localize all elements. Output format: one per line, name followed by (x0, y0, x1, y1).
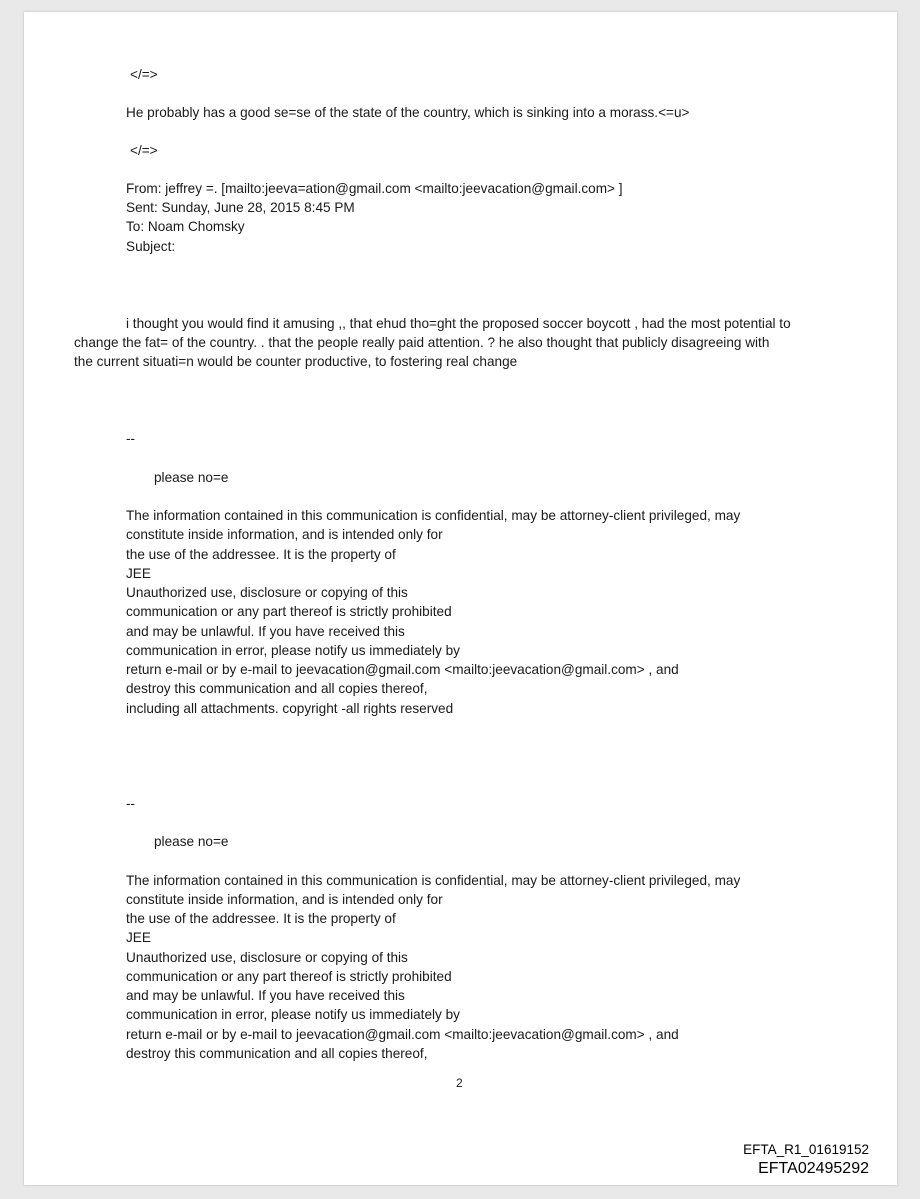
bates-stamp-secondary: EFTA02495292 (758, 1160, 869, 1177)
marker-line: </=> (130, 143, 158, 158)
disclaimer-line: and may be unlawful. If you have received this (126, 624, 405, 639)
header-subject: Subject: (126, 239, 176, 254)
disclaimer-line: and may be unlawful. If you have received this (126, 988, 405, 1003)
signature-dash: -- (126, 796, 136, 811)
disclaimer-line: constitute inside information, and is intended only for (126, 892, 443, 907)
disclaimer-line: the use of the addressee. It is the property of (126, 911, 396, 926)
body-line: the current situati=n would be counter productive, to fostering real change (74, 354, 518, 369)
bates-stamp-primary: EFTA_R1_01619152 (743, 1142, 869, 1157)
disclaimer-line: the use of the addressee. It is the property of (126, 547, 396, 562)
disclaimer-line: return e-mail or by e-mail to jeevacation@gmail.com <mailto:jeevacation@gmail.com> , and (126, 1027, 679, 1042)
disclaimer-line: Unauthorized use, disclosure or copying of this (126, 585, 408, 600)
disclaimer-line: destroy this communication and all copies thereof, (126, 1046, 428, 1061)
page-number: 2 (456, 1076, 463, 1090)
disclaimer-line: JEE (126, 566, 151, 581)
marker-line: </=> (130, 67, 158, 82)
body-line: He probably has a good se=se of the state of the country, which is sinking into a morass.<=u> (126, 105, 690, 120)
disclaimer-line: JEE (126, 930, 151, 945)
signature-dash: -- (126, 431, 136, 446)
disclaimer-line: destroy this communication and all copies thereof, (126, 681, 428, 696)
body-line: change the fat= of the country. . that the people really paid attention. ? he also thought that publicly disagreeing with (74, 335, 770, 350)
header-sent: Sent: Sunday, June 28, 2015 8:45 PM (126, 200, 355, 215)
disclaimer-line: including all attachments. copyright -all rights reserved (126, 701, 454, 716)
disclaimer-line: communication in error, please notify us immediately by (126, 1007, 460, 1022)
document-page (24, 12, 897, 1185)
header-from: From: jeffrey =. [mailto:jeeva=ation@gmail.com <mailto:jeevacation@gmail.com> ] (126, 181, 623, 196)
header-to: To: Noam Chomsky (126, 219, 245, 234)
disclaimer-line: return e-mail or by e-mail to jeevacation@gmail.com <mailto:jeevacation@gmail.com> , and (126, 662, 679, 677)
disclaimer-line: The information contained in this communication is confidential, may be attorney-client privileged, may (126, 873, 741, 888)
disclaimer-line: constitute inside information, and is intended only for (126, 527, 443, 542)
disclaimer-line: communication in error, please notify us immediately by (126, 643, 460, 658)
signature-note: please no=e (154, 834, 229, 849)
body-line: i thought you would find it amusing ,, that ehud tho=ght the proposed soccer boycott , had the most potential to (126, 316, 791, 331)
signature-note: please no=e (154, 470, 229, 485)
disclaimer-line: communication or any part thereof is strictly prohibited (126, 969, 452, 984)
disclaimer-line: The information contained in this communication is confidential, may be attorney-client privileged, may (126, 508, 741, 523)
disclaimer-line: Unauthorized use, disclosure or copying of this (126, 950, 408, 965)
disclaimer-line: communication or any part thereof is strictly prohibited (126, 604, 452, 619)
